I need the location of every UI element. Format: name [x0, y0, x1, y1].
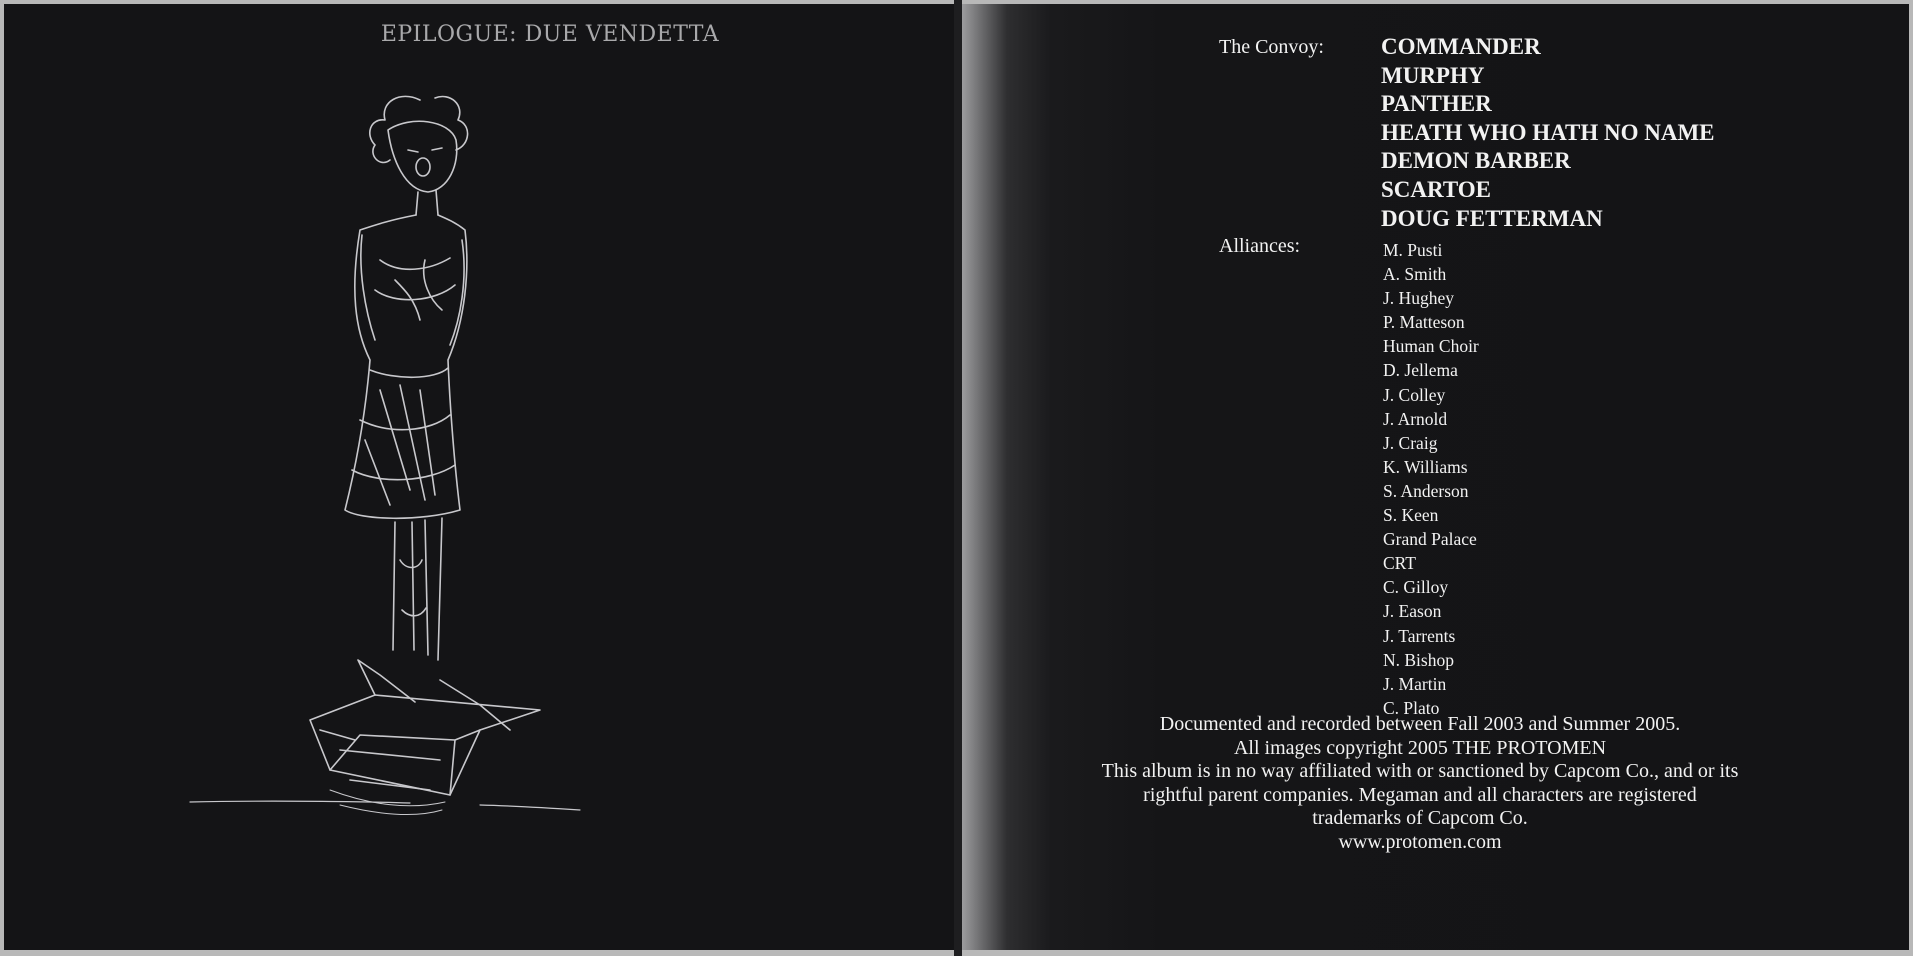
alliance-member: N. Bishop [1383, 649, 1454, 670]
convoy-label: The Convoy: [1219, 36, 1324, 58]
center-fold [954, 0, 962, 956]
alliance-member: D. Jellema [1383, 360, 1458, 381]
disclaimer-line: trademarks of Capcom Co. [1312, 807, 1528, 830]
alliance-member: J. Arnold [1383, 408, 1448, 429]
convoy-member: COMMANDER [1381, 34, 1541, 59]
sketch-illustration [180, 90, 620, 910]
alliance-member: S. Keen [1383, 505, 1439, 526]
alliance-member: C. Gilloy [1383, 577, 1449, 598]
convoy-member: DEMON BARBER [1381, 148, 1571, 174]
alliance-member: J. Tarrents [1383, 625, 1456, 646]
alliance-member: J. Hughey [1383, 288, 1454, 309]
alliance-member: M. Pusti [1383, 240, 1443, 260]
alliance-member: K. Williams [1383, 456, 1468, 477]
convoy-member: DOUG FETTERMAN [1381, 205, 1603, 231]
convoy-list [1381, 33, 1715, 233]
alliance-member: Grand Palace [1383, 529, 1477, 550]
alliance-member: Human Choir [1383, 336, 1479, 357]
alliance-member: CRT [1383, 553, 1416, 574]
disclaimer-line: rightful parent companies. Megaman and all characters are registered [1143, 783, 1697, 806]
alliance-member: S. Anderson [1383, 480, 1469, 501]
convoy-member: SCARTOE [1381, 176, 1491, 202]
convoy-member: HEATH WHO HATH NO NAME [1381, 119, 1715, 145]
alliance-member: J. Colley [1383, 384, 1446, 405]
alliances-label: Alliances: [1219, 235, 1301, 257]
disclaimer-line: This album is in no way affiliated with or sanctioned by Capcom Co., and or its [1101, 760, 1739, 783]
convoy-member: MURPHY [1381, 62, 1485, 88]
website-url: www.protomen.com [1338, 830, 1502, 853]
recording-dates: Documented and recorded between Fall 2003 and Summer 2005. [1159, 713, 1681, 735]
alliance-member: P. Matteson [1383, 312, 1465, 333]
convoy-member: PANTHER [1381, 91, 1492, 117]
alliance-member: J. Martin [1383, 673, 1447, 694]
alliance-member: J. Eason [1383, 601, 1442, 622]
alliance-member: J. Craig [1383, 432, 1438, 453]
alliances-list [1383, 238, 1479, 720]
epilogue-title: EPILOGUE: DUE VENDETTA [380, 22, 720, 47]
credits-footer [980, 713, 1860, 855]
alliance-member: A. Smith [1383, 264, 1447, 285]
copyright-notice: All images copyright 2005 THE PROTOMEN [1233, 736, 1607, 759]
alliance-member: C. Plato [1383, 697, 1440, 718]
